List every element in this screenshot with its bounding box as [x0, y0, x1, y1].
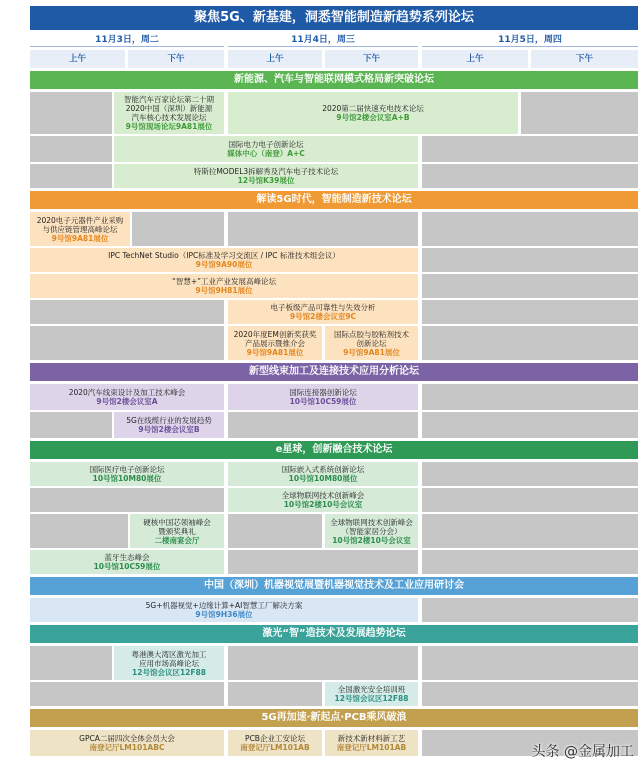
empty-slot — [228, 412, 418, 438]
empty-slot — [30, 326, 224, 360]
event-location: 9号馆9H36展位 — [195, 610, 253, 619]
empty-slot — [422, 164, 638, 188]
empty-slot — [30, 682, 224, 706]
empty-slot — [30, 300, 224, 324]
event-gba-laser-forum — [114, 646, 224, 680]
section-header-5g: 解读5G时代，智能制造新技术论坛 — [30, 191, 638, 209]
event-location: 9号馆2楼会议室A — [96, 397, 158, 406]
event-name: 5G+机器视觉+边缘计算+AI智慧工厂解决方案 — [145, 601, 303, 610]
event-dispensing-adhesives — [325, 326, 418, 360]
event-embedded-systems — [228, 462, 418, 486]
empty-slot — [422, 412, 638, 438]
empty-slot — [228, 682, 322, 706]
event-location: 9号馆9A81展位 — [51, 233, 109, 243]
date-day3: 11月5日，周四 — [422, 33, 638, 47]
date-day1: 11月3日，周二 — [30, 33, 224, 47]
slot-pm-day1: 下午 — [128, 50, 224, 68]
empty-slot — [30, 136, 112, 162]
empty-slot — [422, 550, 638, 574]
slot-pm-day2: 下午 — [325, 50, 418, 68]
event-location: 9号馆9A81展位 — [246, 347, 304, 357]
slot-am-day3: 上午 — [422, 50, 528, 68]
event-location: 9号馆2楼会议室B — [138, 425, 200, 434]
empty-slot — [422, 646, 638, 680]
empty-slot — [521, 92, 638, 134]
slot-am-day1: 上午 — [30, 50, 125, 68]
event-name: 蓝牙生态峰会 — [104, 553, 150, 562]
empty-slot — [422, 682, 638, 706]
empty-slot — [422, 384, 638, 410]
event-medical-electronics — [30, 462, 224, 486]
event-fast-charging-forum — [228, 92, 518, 134]
event-location: 12号馆K39展位 — [237, 176, 295, 185]
empty-slot — [422, 488, 638, 512]
event-name: PCB企业工安论坛 — [245, 734, 305, 743]
empty-slot — [228, 212, 418, 246]
event-china-chip-summit — [130, 514, 224, 548]
empty-slot — [132, 212, 224, 246]
event-name: 全国激光安全培训班 — [337, 685, 406, 694]
event-auto-harness-summit — [30, 384, 224, 410]
watermark: 头条 @金属加工 — [531, 744, 634, 760]
page-title: 聚焦5G、新基建，洞悉智能制造新趋势系列论坛 — [30, 6, 638, 30]
event-component-supply-chain — [30, 212, 130, 246]
empty-slot — [228, 550, 418, 574]
event-location: 10号馆2楼10号会议室 — [332, 535, 411, 545]
event-new-tech-materials — [325, 730, 418, 756]
event-location: 10号馆10C59展位 — [289, 397, 357, 406]
empty-slot — [228, 514, 322, 548]
empty-slot — [422, 136, 638, 162]
event-name: 国际连接器创新论坛 — [289, 388, 357, 397]
event-location: 12号馆会议区12F88 — [334, 694, 409, 703]
event-name: 国际嵌入式系统创新论坛 — [281, 465, 365, 474]
section-header-pcb: 5G再加速·新起点·PCB乘风破浪 — [30, 709, 638, 727]
event-name: 新技术新材料新工艺 — [337, 734, 406, 743]
event-name: 国际医疗电子创新论坛 — [89, 465, 165, 474]
event-name: 2020第二届快速充电技术论坛 — [322, 104, 424, 113]
empty-slot — [228, 646, 418, 680]
event-connector-forum — [228, 384, 418, 410]
event-location: 10号馆10M80展位 — [92, 474, 162, 483]
empty-slot — [422, 462, 638, 486]
event-name: 硬核中国芯领袖峰会 暨颁奖典礼 — [143, 517, 211, 536]
empty-slot — [422, 274, 638, 298]
event-ipc-technet — [30, 248, 418, 272]
event-name: 2020汽车线束设计及加工技术峰会 — [68, 388, 186, 397]
event-name: 国际电力电子创新论坛 — [228, 140, 304, 149]
event-em-innovation-award — [228, 326, 322, 360]
event-location: 9号馆9A81展位 — [343, 347, 400, 357]
event-location: 9号馆9A90展位 — [195, 260, 253, 269]
section-header-e-planet: e星球，创新融合技术论坛 — [30, 441, 638, 459]
event-5g-cable-trends — [114, 412, 224, 438]
event-location: 9号馆2楼会议室9C — [289, 312, 357, 321]
slot-am-day2: 上午 — [228, 50, 322, 68]
event-name: 国际点胶与胶粘剂技术 创新论坛 — [334, 329, 409, 348]
event-name: 全球物联网技术创新峰会 — [281, 491, 365, 500]
section-header-machine-vision: 中国（深圳）机器视觉展暨机器视觉技术及工业应用研讨会 — [30, 577, 638, 595]
event-location: 10号馆2楼10号会议室 — [283, 500, 363, 509]
event-location: 10号馆10C59展位 — [93, 562, 161, 571]
empty-slot — [422, 598, 638, 622]
event-name: IPC TechNet Studio（IPC标准及学习交流区 / IPC 标准技术组会议） — [108, 251, 340, 260]
event-name: 5G在线缆行业的发展趋势 — [126, 416, 212, 425]
event-power-electronics-forum — [114, 136, 418, 162]
event-location: 媒体中心（南登）A+C — [227, 149, 305, 158]
event-pcb-safety-forum — [228, 730, 322, 756]
section-header-ev-auto: 新能源、汽车与智能联网模式格局新突破论坛 — [30, 71, 638, 89]
empty-slot — [422, 326, 638, 360]
empty-slot — [422, 212, 638, 246]
event-name: 2020年度EM创新奖获奖 产品展示暨推介会 — [233, 329, 317, 348]
event-name: GPCA二届四次全体会员大会 — [79, 734, 175, 743]
section-header-laser: 激光“智”造技术及发展趋势论坛 — [30, 625, 638, 643]
empty-slot — [30, 514, 128, 548]
date-day2: 11月4日，周三 — [228, 33, 418, 47]
event-name: 2020电子元器件产业采购 与供应链管理高峰论坛 — [36, 215, 124, 234]
event-location: 12号馆会议区12F88 — [132, 667, 206, 677]
empty-slot — [422, 514, 638, 548]
event-smart-industry-summit — [30, 274, 418, 298]
event-bluetooth-summit — [30, 550, 224, 574]
event-location: 南登记厅LM101AB — [240, 743, 310, 752]
empty-slot — [30, 412, 112, 438]
event-name: 粤港澳大湾区激光加工 应用市场高峰论坛 — [131, 649, 207, 668]
event-iot-summit — [228, 488, 418, 512]
event-board-reliability — [228, 300, 418, 324]
section-header-wire-harness: 新型线束加工及连接技术应用分析论坛 — [30, 363, 638, 381]
event-name: 电子板级产品可靠性与失效分析 — [270, 303, 376, 312]
slot-pm-day3: 下午 — [531, 50, 638, 68]
empty-slot — [30, 646, 112, 680]
event-location: 9号馆9H81展位 — [195, 286, 253, 295]
event-iot-smart-home — [325, 514, 418, 548]
empty-slot — [30, 164, 112, 188]
event-location: 二楼南宴会厅 — [154, 535, 200, 545]
event-name: 特斯拉MODEL3拆解秀及汽车电子技术论坛 — [193, 167, 339, 176]
event-name: 全球物联网技术创新峰会 （智能家居分会） — [330, 517, 413, 536]
event-5g-machine-vision — [30, 598, 418, 622]
empty-slot — [422, 248, 638, 272]
empty-slot — [30, 488, 224, 512]
event-smart-auto-forum — [114, 92, 224, 134]
event-name: “智慧+”工业产业发展高峰论坛 — [171, 277, 277, 286]
event-location: 南登记厅LM101ABC — [89, 743, 165, 752]
empty-slot — [422, 300, 638, 324]
event-gpca-assembly — [30, 730, 224, 756]
event-location: 10号馆10M80展位 — [288, 474, 358, 483]
event-tesla-teardown — [114, 164, 418, 188]
event-location: 南登记厅LM101AB — [336, 743, 407, 752]
empty-slot — [30, 92, 112, 134]
event-location: 9号馆2楼会议室A+B — [336, 113, 410, 122]
event-location: 9号馆现场论坛9A81展位 — [125, 122, 213, 131]
event-name: 智能汽车百家论坛第二十期 2020中国（深圳）新能源 汽车核心技术发展论坛 — [124, 95, 214, 122]
event-laser-safety-training — [325, 682, 418, 706]
